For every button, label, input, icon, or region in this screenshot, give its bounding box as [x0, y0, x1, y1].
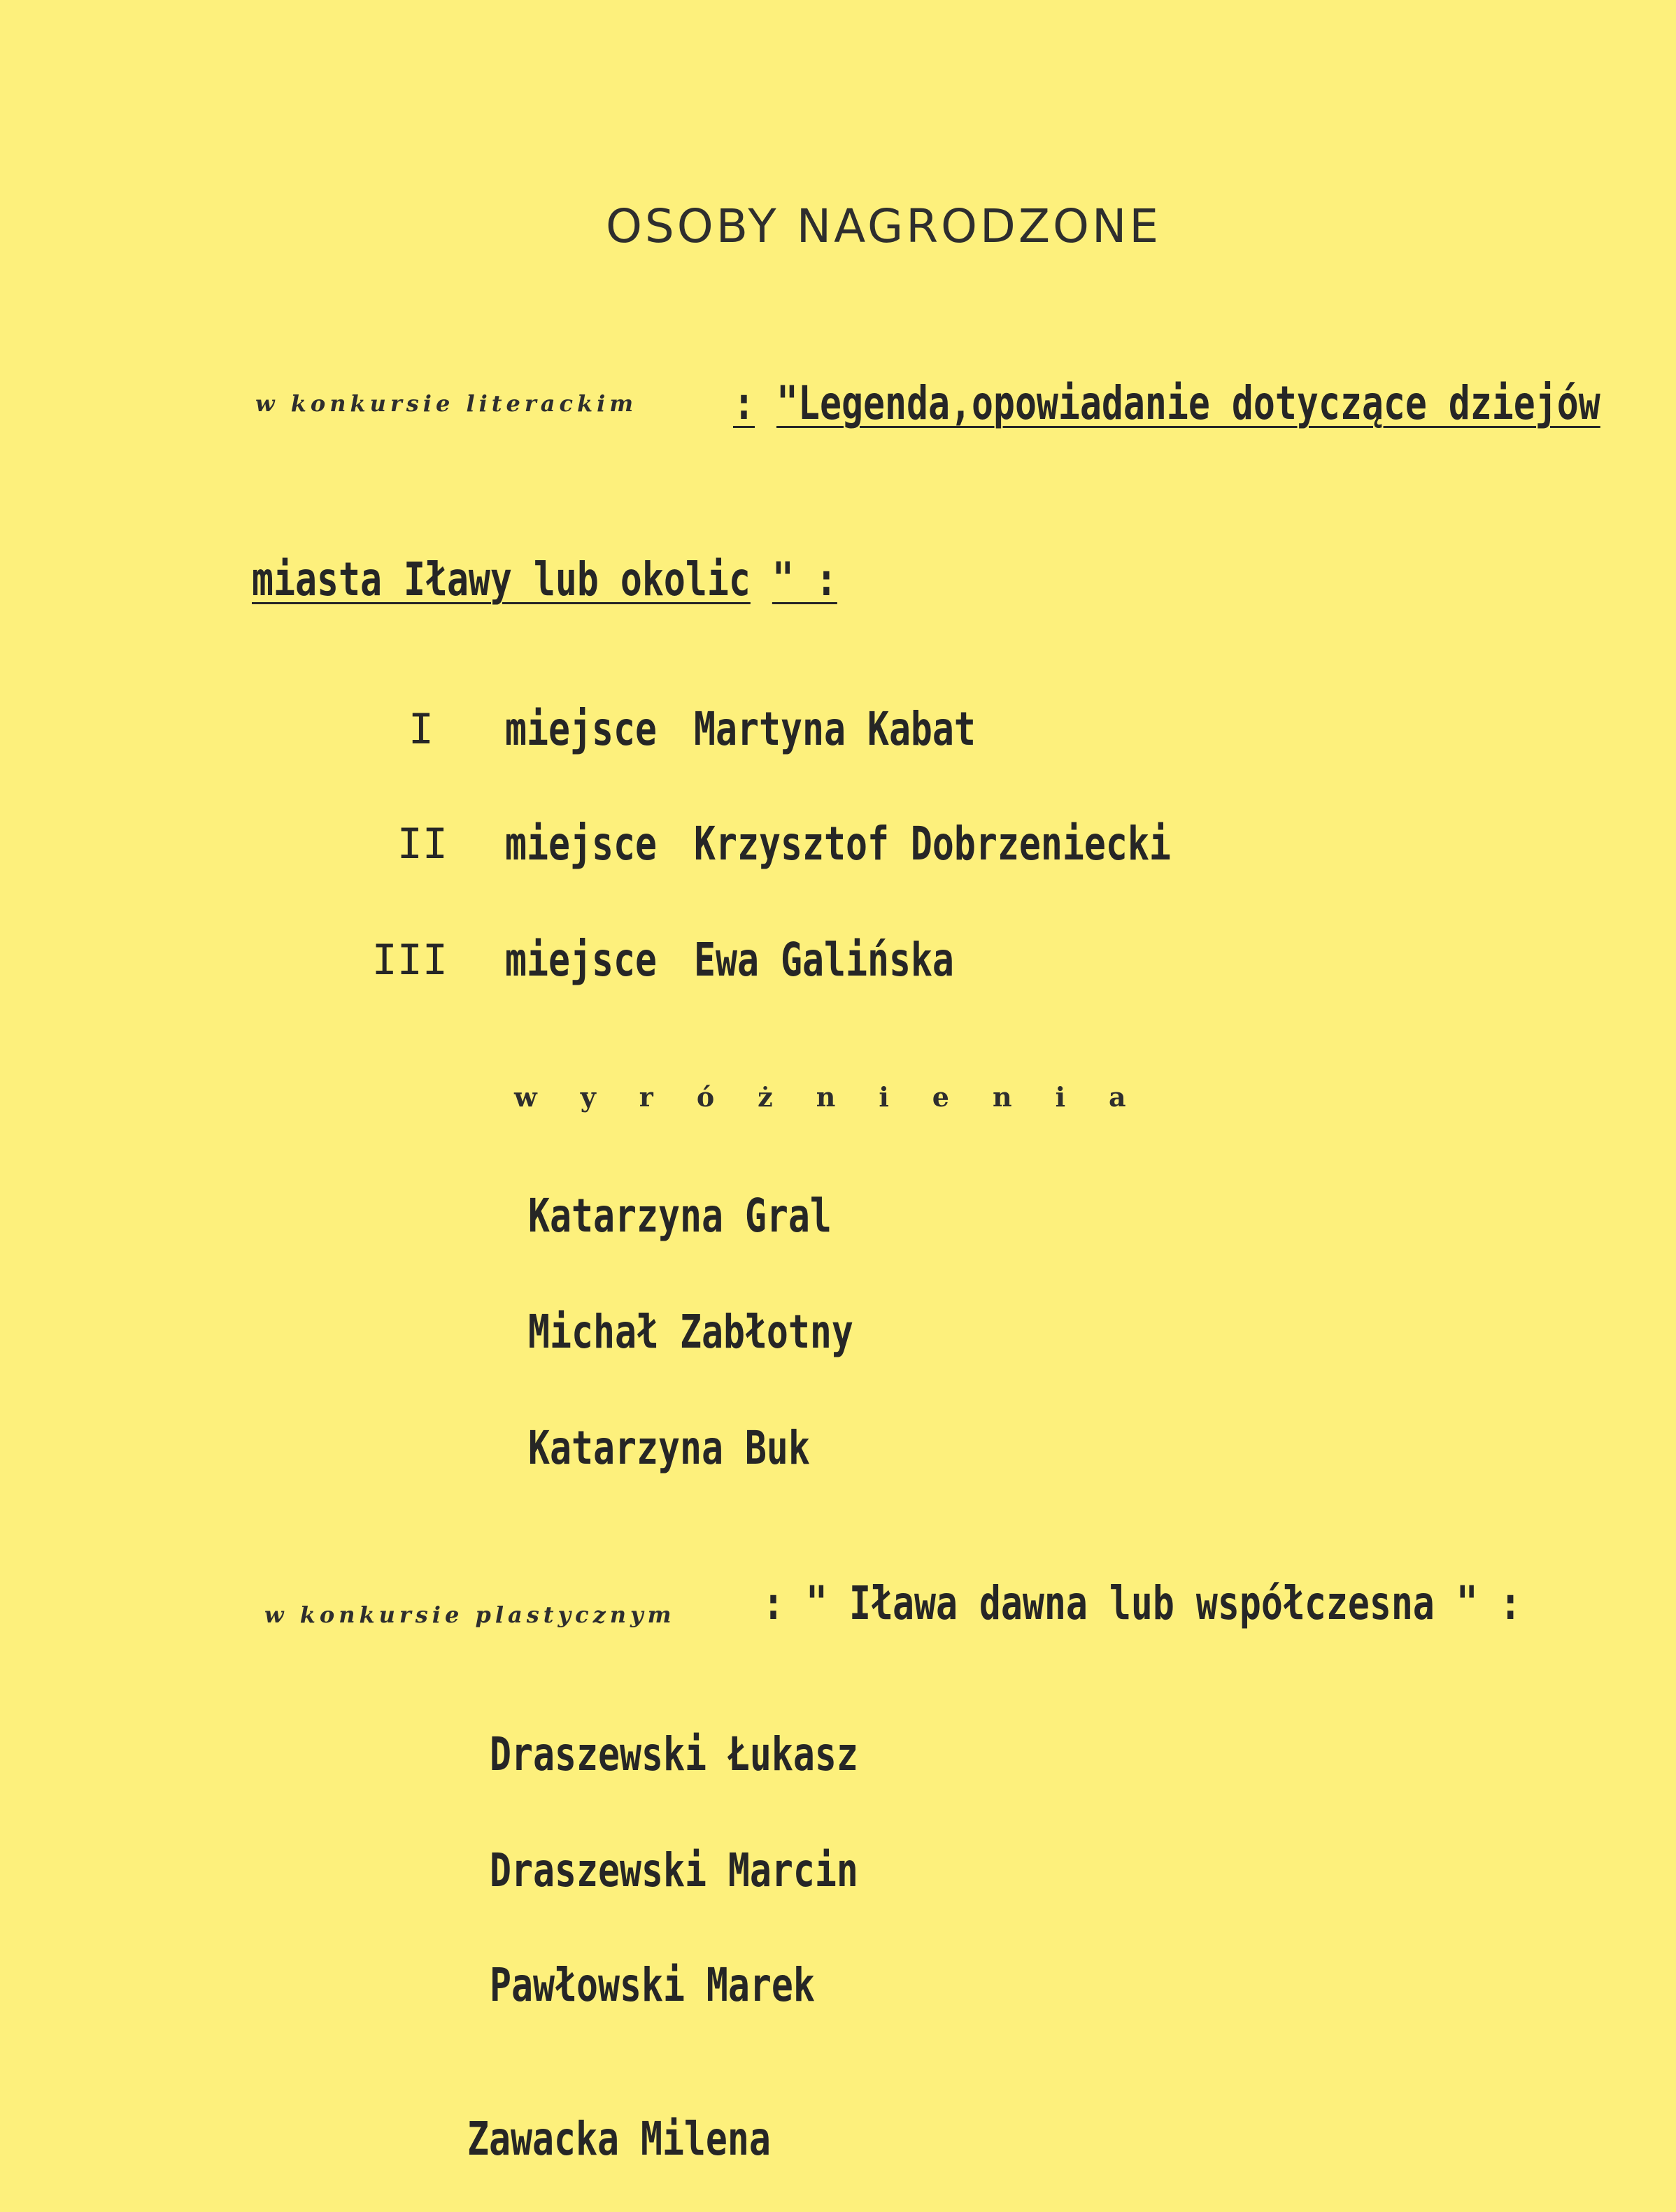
place-number: III	[371, 936, 448, 985]
art-winner-name: Draszewski Łukasz	[490, 1727, 858, 1781]
art-theme: : " Iława dawna lub współczesna " :	[762, 1576, 1521, 1630]
place-name: Krzysztof Dobrzeniecki	[694, 817, 1171, 871]
art-contest-label: w konkursie plastycznym	[264, 1601, 676, 1628]
art-winner-name: Draszewski Marcin	[490, 1843, 858, 1897]
place-word: miejsce	[505, 702, 657, 756]
literary-contest-label: w konkursie literackim	[255, 390, 638, 417]
distinction-name: Michał Zabłotny	[528, 1305, 853, 1359]
art-winner-name: Zawacka Milena	[467, 2112, 771, 2166]
literary-theme-line1-wrap	[733, 376, 1600, 430]
place-word: miejsce	[505, 933, 657, 987]
page-title: OSOBY NAGRODZONE	[605, 199, 1162, 253]
distinction-name: Katarzyna Buk	[528, 1421, 810, 1475]
literary-theme-line2-wrap	[252, 552, 837, 606]
art-winner-name: Pawłowski Marek	[490, 1958, 815, 2012]
place-name: Martyna Kabat	[694, 702, 976, 756]
literary-theme-line1: "Legenda,opowiadanie dotyczące dziejów	[776, 376, 1600, 430]
literary-theme-end: " :	[772, 552, 837, 606]
distinctions-heading: wyróżnienia	[514, 1081, 1170, 1113]
place-name: Ewa Galińska	[694, 933, 954, 987]
place-word: miejsce	[505, 817, 657, 871]
literary-contest-heading	[255, 390, 637, 417]
art-contest-heading	[264, 1601, 675, 1628]
place-number: I	[408, 705, 434, 754]
place-number: II	[397, 820, 448, 869]
distinction-name: Katarzyna Gral	[528, 1189, 832, 1243]
literary-colon: :	[733, 376, 755, 430]
literary-theme-line2: miasta Iławy lub okolic	[252, 552, 751, 606]
